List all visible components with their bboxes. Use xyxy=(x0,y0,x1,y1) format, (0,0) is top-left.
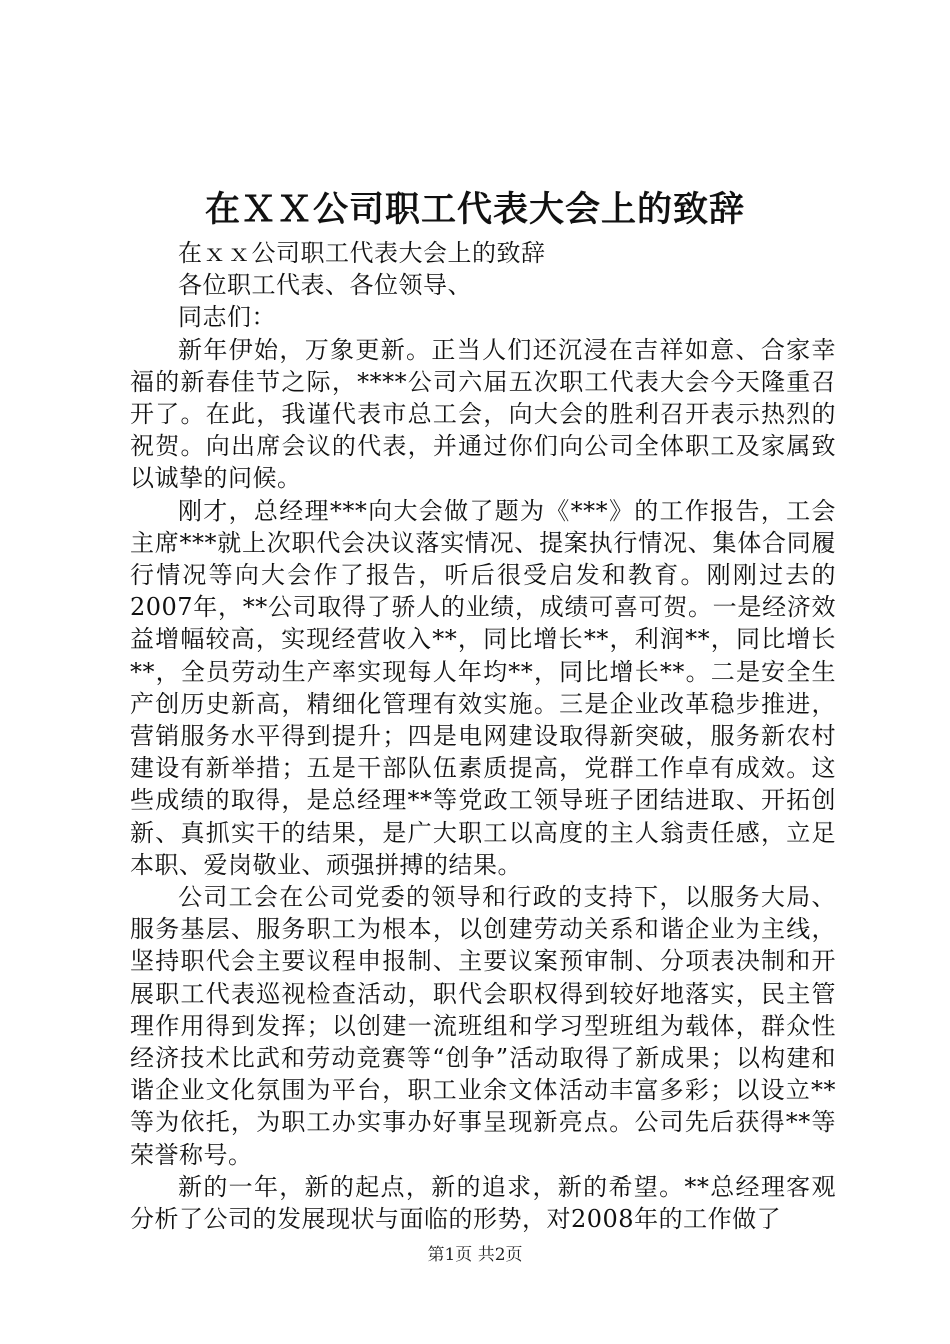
body-paragraph: 新年伊始，万象更新。正当人们还沉浸在吉祥如意、合家幸福的新春佳节之际，****公司六届五次职工代表大会今天隆重召开了。在此，我谨代表市总工会，向大会的胜利召开表示热烈的祝贺。向出席会议的代表，并通过你们向公司全体职工及家属致以诚挚的问候。 xyxy=(130,335,836,493)
body-paragraph: 新的一年，新的起点，新的追求，新的希望。**总经理客观分析了公司的发展现状与面临的形势，对2008年的工作做了 xyxy=(130,1172,836,1234)
salutation-line: 各位职工代表、各位领导、 xyxy=(178,271,472,300)
document-title: 在ＸＸ公司职工代表大会上的致辞 xyxy=(204,189,745,230)
subtitle-paragraph: 在ｘｘ公司职工代表大会上的致辞 xyxy=(178,239,546,267)
body-paragraph: 刚才，总经理***向大会做了题为《***》的工作报告，工会主席***就上次职代会决议落实情况、提案执行情况、集体合同履行情况等向大会作了报告，听后很受启发和教育。刚刚过去的2007年，**公司取得了骄人的业绩，成绩可喜可贺。一是经济效益增幅较高，实现经营收入**，同比增长**，利润**，同比增长**，全员劳动生产率实现每人年均**，同比增长**。二是安全生产创历史新高，精细化管理有效实施。三是企业改革稳步推进，营销服务水平得到提升；四是电网建设取得新突破，服务新农村建设有新举措；五是干部队伍素质提高，党群工作卓有成效。这些成绩的取得，是总经理**等党政工领导班子团结进取、开拓创新、真抓实干的结果，是广大职工以高度的主人翁责任感，立足本职、爱岗敬业、顽强拼搏的结果。 xyxy=(130,496,836,879)
page-footer: 第1页 共2页 xyxy=(427,1245,523,1265)
document-body xyxy=(130,237,836,1235)
body-paragraph: 公司工会在公司党委的领导和行政的支持下，以服务大局、服务基层、服务职工为根本，以创建劳动关系和谐企业为主线，坚持职代会主要议程申报制、主要议案预审制、分项表决制和开展职工代表巡视检查活动，职代会职权得到较好地落实，民主管理作用得到发挥；以创建一流班组和学习型班组为载体，群众性经济技术比武和劳动竞赛等“创争”活动取得了新成果；以构建和谐企业文化氛围为平台，职工业余文体活动丰富多彩；以设立**等为依托，为职工办实事办好事呈现新亮点。公司先后获得**等荣誉称号。 xyxy=(130,883,836,1169)
salutation-line: 同志们： xyxy=(178,303,276,332)
